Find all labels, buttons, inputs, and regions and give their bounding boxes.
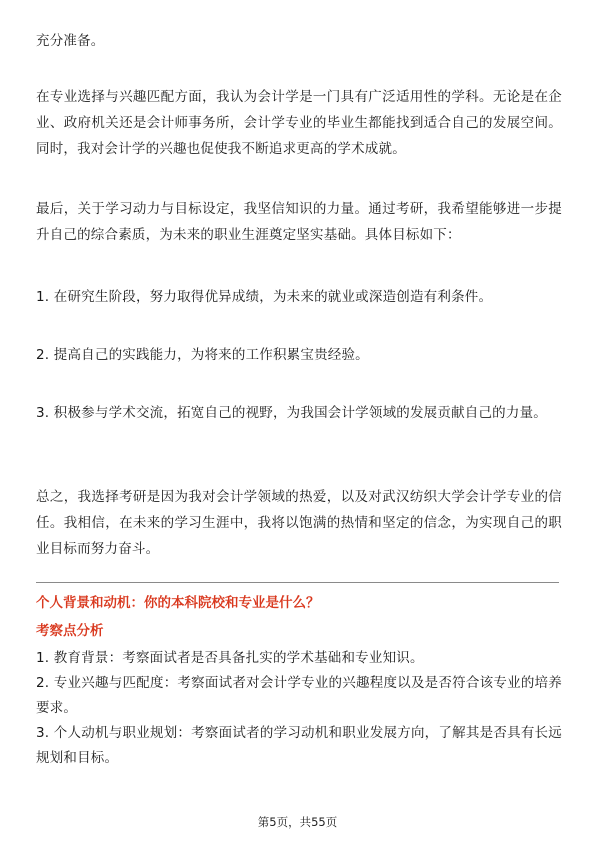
question-title: 个人背景和动机：你的本科院校和专业是什么？ (36, 595, 320, 611)
page-number: 第5页，共55页 (257, 815, 338, 829)
analysis-point-3: 3. 个人动机与职业规划：考察面试者的学习动机和职业发展方向，了解其是否具有长远规划和目标。 (36, 725, 562, 766)
paragraph-motivation-goals: 最后，关于学习动力与目标设定，我坚信知识的力量。通过考研，我希望能够进一步提升自己的综合素质，为未来的职业生涯奠定坚实基础。具体目标如下： (36, 201, 562, 243)
analysis-heading: 考察点分析 (36, 623, 104, 639)
goal-item-3: 3. 积极参与学术交流，拓宽自己的视野，为我国会计学领域的发展贡献自己的力量。 (36, 405, 547, 421)
paragraph-continuation: 充分准备。 (36, 33, 105, 49)
paragraph-conclusion: 总之，我选择考研是因为我对会计学领域的热爱，以及对武汉纺织大学会计学专业的信任。我相信，在未来的学习生涯中，我将以饱满的热情和坚定的信念，为实现自己的职业目标而努力奋斗。 (36, 489, 562, 557)
paragraph-major-interest: 在专业选择与兴趣匹配方面，我认为会计学是一门具有广泛适用性的学科。无论是在企业、政府机关还是会计师事务所，会计学专业的毕业生都能找到适合自己的发展空间。同时，我对会计学的兴趣也促使我不断追求更高的学术成就。 (36, 89, 562, 157)
analysis-point-1: 1. 教育背景：考察面试者是否具备扎实的学术基础和专业知识。 (36, 650, 424, 666)
goal-item-2: 2. 提高自己的实践能力，为将来的工作积累宝贵经验。 (36, 347, 369, 363)
analysis-point-2: 2. 专业兴趣与匹配度：考察面试者对会计学专业的兴趣程度以及是否符合该专业的培养要求。 (36, 675, 562, 716)
goal-item-1: 1. 在研究生阶段，努力取得优异成绩，为未来的就业或深造创造有利条件。 (36, 289, 493, 305)
section-divider (36, 582, 559, 583)
